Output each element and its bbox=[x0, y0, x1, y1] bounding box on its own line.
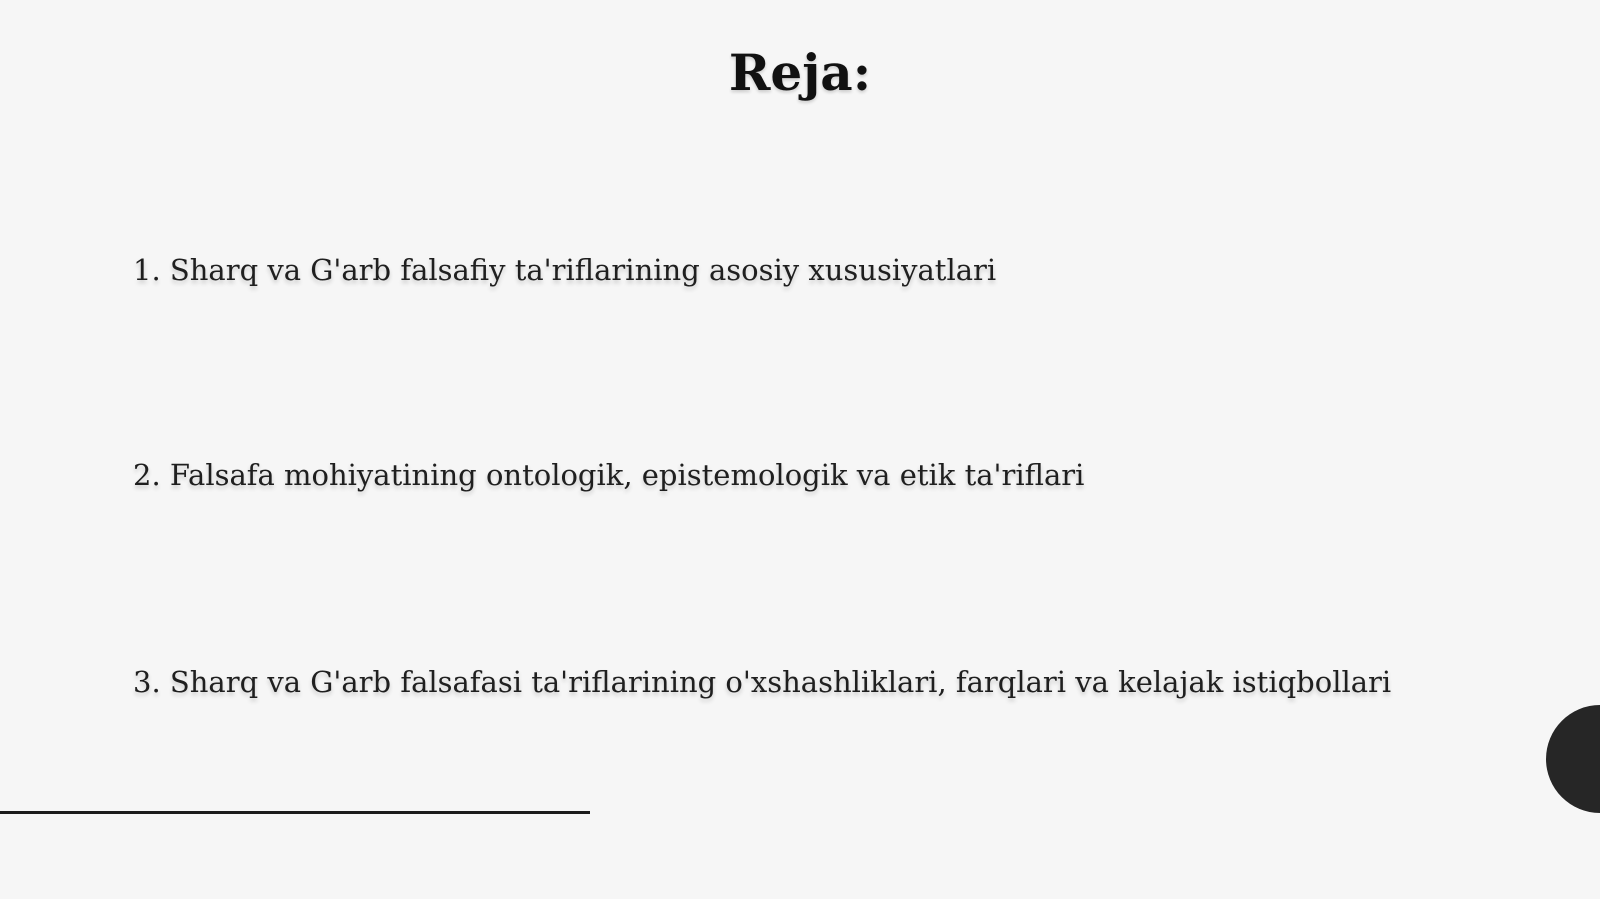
decorative-circle bbox=[1546, 705, 1600, 813]
plan-item-3: 3. Sharq va G'arb falsafasi ta'riflarining o'xshashliklari, farqlari va kelajak istiqbollari bbox=[133, 665, 1392, 699]
plan-item-2: 2. Falsafa mohiyatining ontologik, epistemologik va etik ta'riflari bbox=[133, 458, 1085, 492]
slide-title: Reja: bbox=[728, 43, 872, 102]
plan-item-1: 1. Sharq va G'arb falsafiy ta'riflarining asosiy xususiyatlari bbox=[133, 253, 997, 287]
decorative-divider-line bbox=[0, 811, 590, 814]
